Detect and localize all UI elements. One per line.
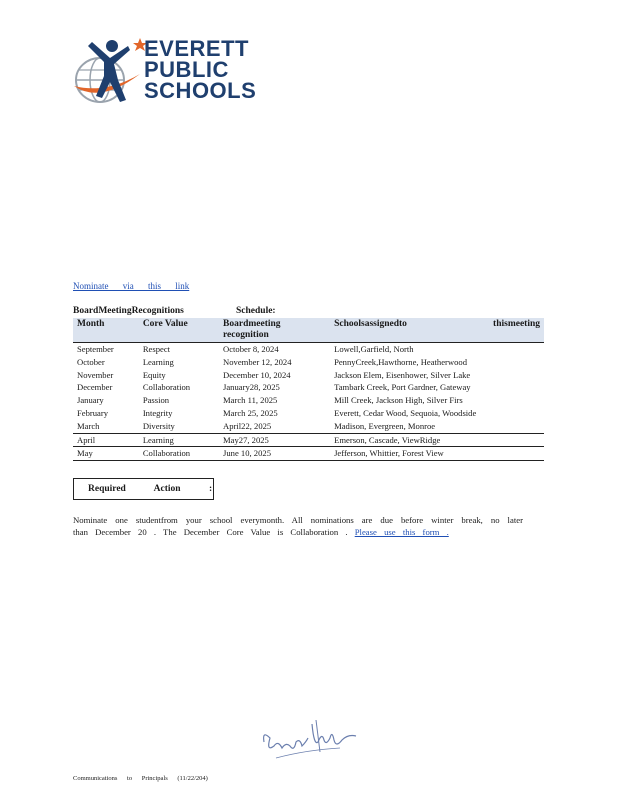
form-link[interactable]: Please use this form . (354, 527, 449, 537)
cell-core-value: Respect (142, 344, 171, 354)
table-row (73, 447, 544, 461)
cell-schools: Mill Creek, Jackson High, Silver Firs (334, 395, 463, 406)
table-row (73, 381, 544, 394)
header-core-value: Core Value (139, 318, 219, 343)
recognition-schedule-table (73, 318, 544, 461)
header-month: Month (73, 318, 139, 343)
cell-schools: Emerson, Cascade, ViewRidge (330, 433, 544, 447)
cell-schools: Madison, Evergreen, Monroe (334, 420, 436, 431)
logo-line-1: EVERETT (144, 36, 249, 61)
cell-date: March 11, 2025 (223, 395, 278, 406)
cell-date: December 10, 2024 (223, 369, 291, 380)
cell-core-value: Passion (142, 395, 170, 406)
cell-schools: Everett, Cedar Wood, Sequoia, Woodside (334, 407, 477, 418)
cell-month: February (77, 407, 109, 418)
table-header-row (73, 318, 544, 343)
cell-core-value: Collaboration (139, 447, 219, 461)
cell-month: January (77, 395, 104, 406)
cell-month: October (77, 356, 105, 367)
table-row (73, 394, 544, 407)
cell-month: December (77, 382, 113, 393)
instructions-text: Nominate one studentfrom your school everymonth. All nominations are due before winter break, no later than December 20 . The December Core Value is Collaboration . (73, 515, 523, 537)
cell-core-value: Collaboration (142, 382, 191, 393)
table-row (73, 420, 544, 433)
logo-emblem-icon (70, 34, 150, 112)
cell-core-value: Diversity (142, 420, 175, 431)
cell-month: March (77, 420, 100, 431)
cell-schools: Tambark Creek, Port Gardner, Gateway (334, 382, 471, 393)
cell-date: November 12, 2024 (223, 356, 292, 367)
header-schools (330, 318, 544, 343)
cell-date: March 25, 2025 (223, 407, 278, 418)
cell-date: January28, 2025 (223, 382, 280, 393)
cell-date: October 8, 2024 (223, 344, 279, 354)
board-title-text: BoardMeetingRecognitions (73, 306, 184, 316)
cell-month: April (73, 433, 139, 447)
header-schools-b: thismeeting (493, 319, 540, 329)
cell-date: May27, 2025 (219, 433, 330, 447)
table-row (73, 369, 544, 382)
logo-wordmark (144, 38, 256, 101)
table-row (73, 433, 544, 447)
nominate-link[interactable]: Nominate via this link (73, 281, 190, 291)
cell-core-value: Learning (139, 433, 219, 447)
cell-schools: Jackson Elem, Eisenhower, Silver Lake (334, 369, 471, 380)
cell-date: April22, 2025 (223, 420, 272, 431)
cell-month: November (77, 369, 114, 380)
header-board-meeting: Boardmeeting recognition (219, 318, 330, 343)
cell-date: June 10, 2025 (219, 447, 330, 461)
cell-schools: PennyCreek,Hawthorne, Heatherwood (334, 356, 468, 367)
schedule-label: Schedule: (236, 306, 276, 316)
cell-schools: Lowell,Garfield, North (334, 344, 414, 354)
logo-line-2: PUBLIC (144, 57, 229, 82)
cell-core-value: Learning (142, 356, 174, 367)
header-schools-a: Schoolsassignedto (334, 319, 407, 329)
instructions-paragraph (73, 514, 523, 538)
signature-image (256, 712, 362, 766)
table-row (73, 407, 544, 420)
handwritten-signature-icon (256, 712, 362, 766)
footer-note: Communications to Principals (11/22/204) (73, 775, 208, 782)
table-row (73, 343, 544, 356)
cell-month: May (73, 447, 139, 461)
board-recognitions-title (73, 306, 276, 316)
cell-month: September (77, 344, 114, 354)
logo-line-3: SCHOOLS (144, 78, 257, 103)
table-row (73, 356, 544, 369)
cell-core-value: Integrity (142, 407, 173, 418)
cell-core-value: Equity (142, 369, 166, 380)
cell-schools: Jefferson, Whittier, Forest View (330, 447, 544, 461)
required-action-box: Required Action : (73, 478, 214, 500)
